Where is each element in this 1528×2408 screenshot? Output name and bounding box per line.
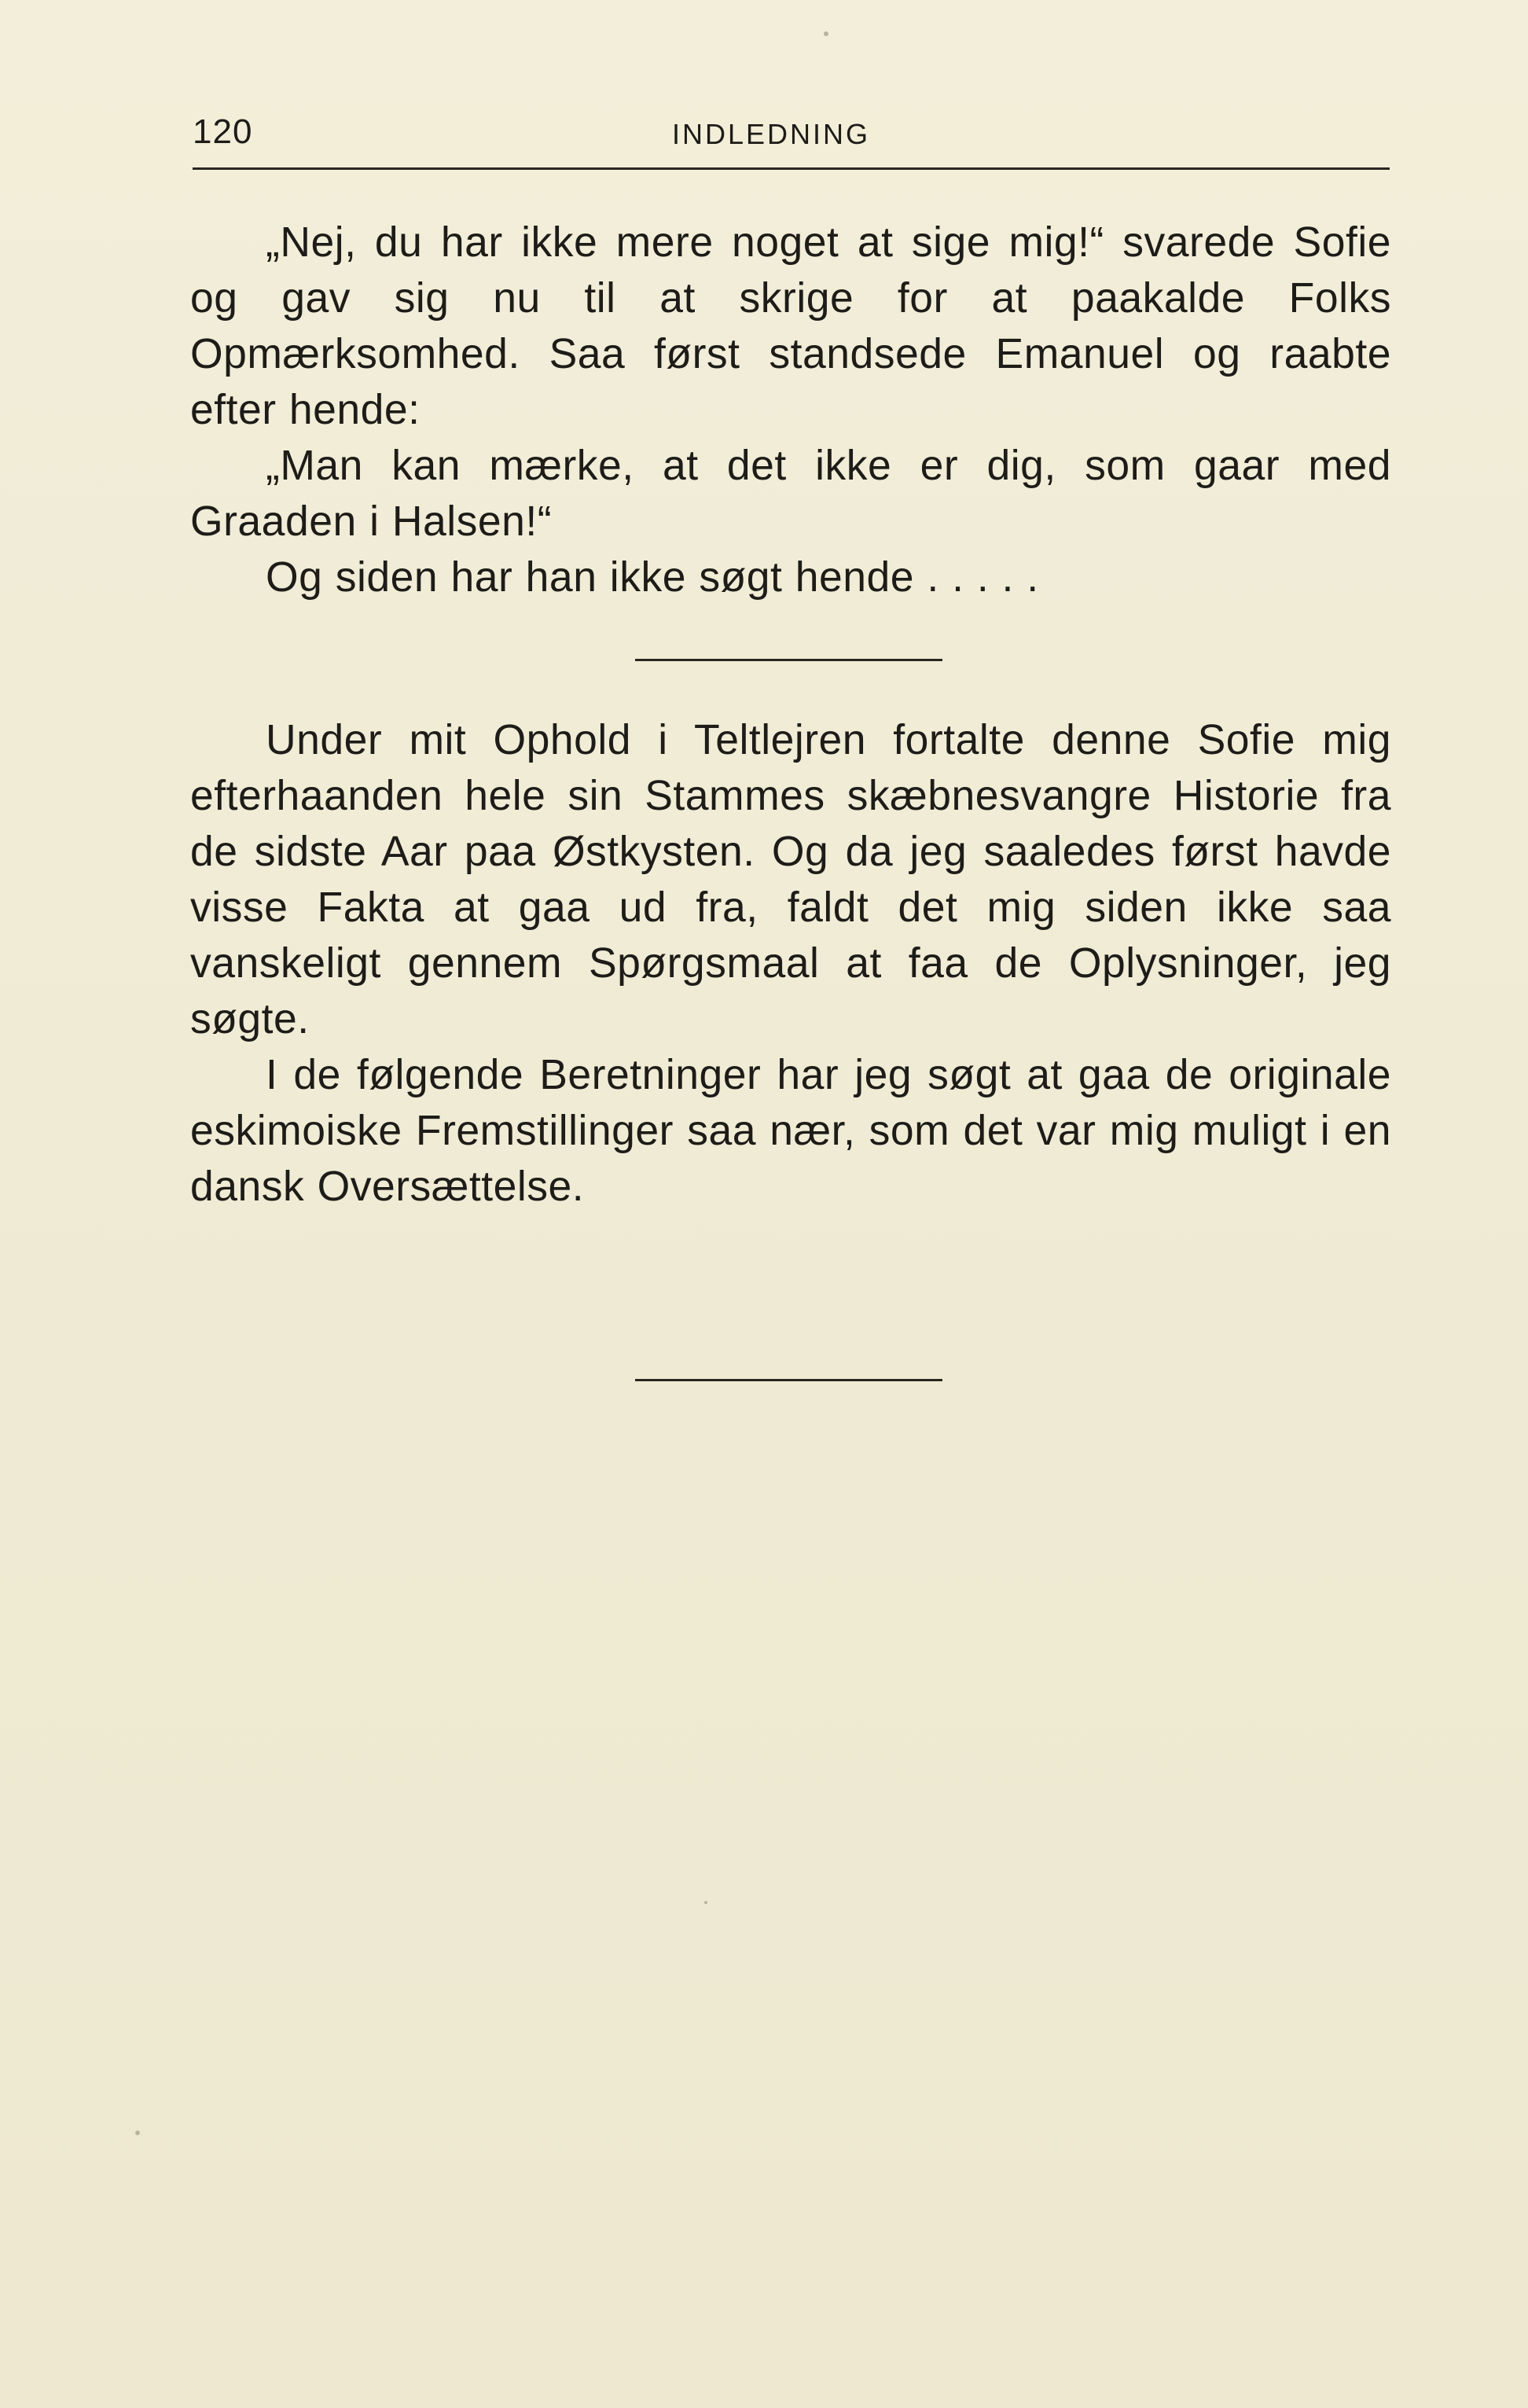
paragraph: Og siden har han ikke søgt hende . . . . . [266, 554, 1039, 601]
paper-speck [824, 31, 828, 36]
section-dialogue [190, 215, 1391, 605]
paragraph: Under mit Ophold i Teltlejren fortalte denne Sofie mig efterhaanden hele sin Stammes skæbnesvangre Historie fra de sidste Aar paa Østkysten. Og da jeg saaledes først havde visse Fakta at gaa ud fra, faldt det mig siden ikke saa vanskeligt gennem Spørgsmaal at faa de Oplysninger, jeg søgte. [190, 717, 1391, 1042]
section-divider [635, 659, 942, 661]
page-number: 120 [193, 112, 253, 151]
section-divider [635, 1379, 942, 1381]
running-head: INDLEDNING [672, 118, 871, 150]
paper-speck [704, 1901, 707, 1904]
paragraph: „Man kan mærke, at det ikke er dig, som gaar med Graaden i Halsen!“ [190, 443, 1391, 545]
header-rule [193, 167, 1390, 170]
paper-speck [135, 2130, 140, 2135]
paragraph: „Nej, du har ikke mere noget at sige mig!“ svarede Sofie og gav sig nu til at skrige for at paakalde Folks Opmærksomhed. Saa først standsede Emanuel og raabte efter hende: [190, 219, 1391, 433]
page-header [193, 108, 1387, 171]
paragraph: I de følgende Beretninger har jeg søgt at gaa de originale eskimoiske Fremstillinger saa nær, som det var mig muligt i en dansk Oversættelse. [190, 1052, 1391, 1210]
section-introduction [190, 712, 1391, 1215]
